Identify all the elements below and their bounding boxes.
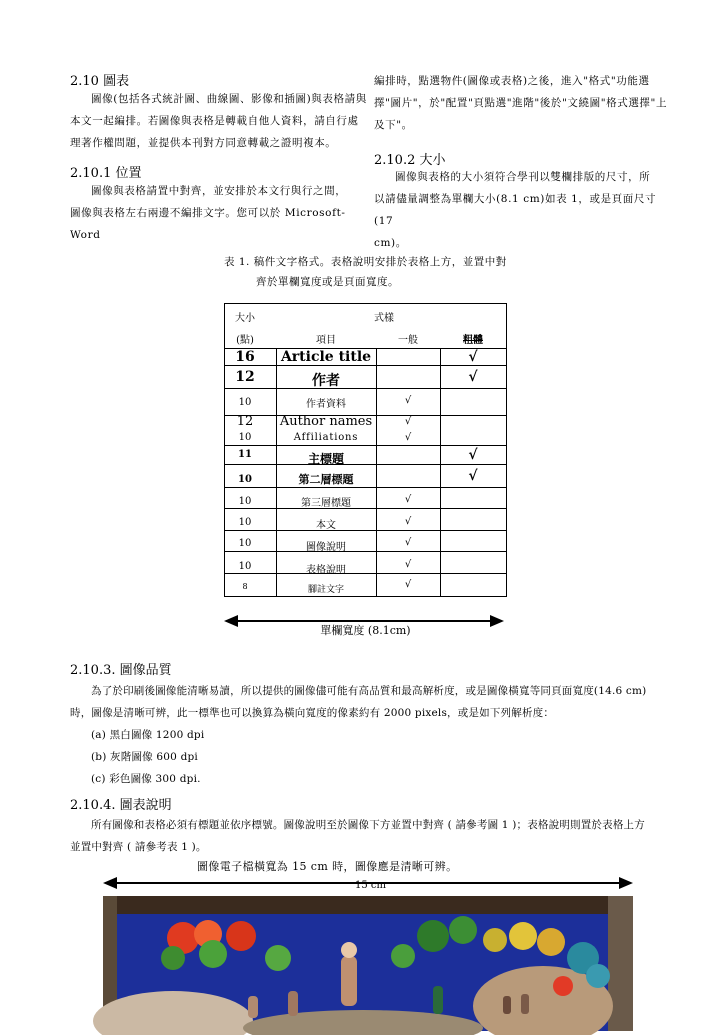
table-row: 10 [238,537,252,549]
table-row: 8 [242,581,248,591]
table-row: 16 [235,348,255,365]
list-item: (c) 彩色圖像 300 dpi. [91,773,201,785]
table-cell-item: 腳註文字 [307,584,344,595]
table-cell-bold [440,559,506,573]
table-cell-normal: √ [404,578,412,590]
header-bold: 粗體 [463,334,483,346]
table-cell-normal [376,365,440,388]
heading-2-10-2: 2.10.2 大小 [374,153,446,168]
header-normal: 一般 [398,334,418,346]
table-cell-item: 第二層標題 [298,473,354,486]
table-row: 10 [238,431,252,443]
table-cell-bold: √ [468,446,478,463]
table-cell-item: 本文 [316,519,336,531]
table-cell-item: 主標題 [307,452,344,466]
table-row: 10 [238,560,252,572]
diorama-photo [103,896,633,1031]
arrow-left-icon [103,877,117,889]
table-cell-bold [440,536,506,550]
table-cell-normal [376,471,440,487]
table-row: 10 [238,495,252,507]
figure-width-label: 15 cm [355,880,386,891]
heading-2-10-1: 2.10.1 位置 [70,166,142,181]
table-cell-bold [440,580,506,592]
heading-2-10-3: 2.10.3. 圖像品質 [70,663,172,678]
table-cell-normal [376,348,440,365]
table-cell-item: 作者資料 [306,399,346,410]
table-cell-bold: √ [468,348,478,365]
paragraph-continued: 編排時，點選物件(圖像或表格)之後，進入"格式"功能選 擇"圖片"，於"配置"頁點選"進階"後於"文繞圖"格式選擇"上 及下"。 [374,75,668,131]
table-cell-bold [440,430,506,444]
table-cell-bold [440,395,506,410]
table-row: 11 [238,449,252,460]
paragraph-2-10-4: 所有圖像和表格必須有標題並依序標號。圖像說明至於圖像下方並置中對齊 ( 請參考圖 1 )；表格說明則置於表格上方 並置中對齊 ( 請參考表 1 )。 [70,819,645,853]
table-cell-normal: √ [404,431,412,443]
table-row: 12 [236,413,254,429]
header-size: 大小 [235,312,255,324]
table-cell-item: 第三層標題 [301,497,351,509]
paragraph-2-10: 圖像(包括各式統計圖、曲線圖、影像和插圖)與表格請與 本文一起編排。若圖像與表格是轉載自他人資料，請自行處 理著作權問題，並提供本刊對方同意轉載之證明複本。 [70,93,367,149]
table-cell-item: Article title [280,348,372,365]
table-cell-normal: √ [404,493,412,505]
table-cell-bold [440,413,506,429]
table-cell-normal: √ [404,536,412,548]
paragraph-2-10-1: 圖像與表格請置中對齊，並安排於本文行與行之間， 圖像與表格左右兩邊不編排文字。您可以於 Microsoft-Word [70,185,347,241]
header-size-unit: (點) [236,334,254,346]
table-cell-normal: √ [404,415,412,427]
arrow-right-icon [619,877,633,889]
table-cell-normal: √ [404,558,412,570]
paragraph-2-10-3: 為了於印刷後圖像能清晰易讀，所以提供的圖像儘可能有高品質和最高解析度，或是圖像橫寬等同頁面寬度(14.6 cm) 時，圖像是清晰可辨，此一標準也可以換算為橫向寬度的像素約有 2000 pixels，或是如下列解析度： (a) 黑白圖像 1200 dpi (b) 灰階圖像 600 dpi (c) 彩色圖像 300 dpi. [70,680,670,790]
table-cell-normal: √ [404,515,412,527]
table-cell-item: Affiliations [293,431,359,443]
table-row: 10 [238,473,252,485]
width-arrow-line [236,620,492,622]
table-row: 12 [235,368,255,385]
table-row: 10 [238,516,252,528]
table-cell-normal: √ [404,395,412,406]
table-row: 10 [238,397,252,408]
table-cell-normal [376,445,440,464]
table-cell-item: 作者 [312,373,340,389]
table-caption: 表 1. 稿件文字格式。表格說明安排於表格上方，並置中對 齊於單欄寬度或是頁面寬度。 [224,256,507,288]
list-item: (a) 黑白圖像 1200 dpi [91,729,205,741]
header-item: 項目 [316,334,336,346]
table-cell-item: 表格說明 [306,564,346,576]
table-width-label: 單欄寬度 (8.1cm) [320,624,411,637]
header-style: 式樣 [374,312,394,324]
table-cell-item: Author names [279,413,373,429]
table-cell-bold: √ [468,468,478,484]
format-table [224,303,507,597]
table-cell-item: 圖像說明 [306,541,346,553]
figure-note: 圖像電子檔橫寬為 15 cm 時，圖像應是清晰可辨。 [197,860,458,873]
table-cell-bold: √ [468,368,478,385]
paragraph-2-10-2: 圖像與表格的大小須符合學刊以雙欄排版的尺寸，所 以請儘量調整為單欄大小(8.1 cm)如表 1，或是頁面尺寸(17 cm)。 [374,171,657,249]
table-cell-bold [440,494,506,508]
heading-2-10: 2.10 圖表 [70,74,130,89]
table-cell-bold [440,515,506,529]
list-item: (b) 灰階圖像 600 dpi [91,751,198,763]
heading-2-10-4: 2.10.4. 圖表說明 [70,798,172,813]
